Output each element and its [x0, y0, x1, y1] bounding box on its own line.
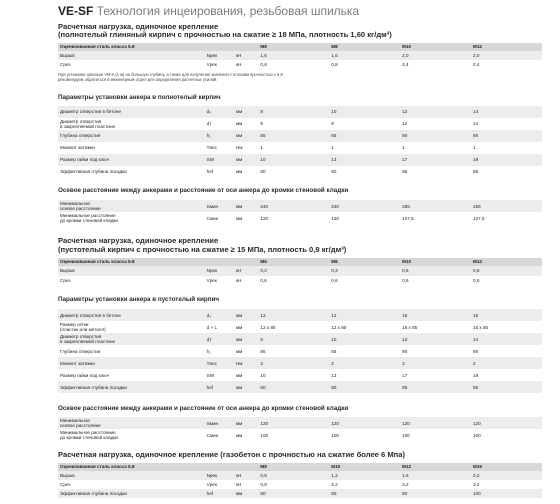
table-cell: 127,5 [402, 215, 414, 221]
data-table [58, 258, 542, 286]
row-symbol: d × L [206, 324, 218, 330]
row-unit: мм [235, 121, 243, 127]
row-unit: кН [234, 471, 258, 480]
table-cell: 120 [260, 215, 269, 221]
brand-title: VE-SF [58, 4, 94, 18]
row-unit: кН [234, 51, 258, 60]
table-cell: 9 [331, 121, 334, 127]
row-symbol: h₁ [206, 348, 211, 354]
table-cell: 240 [329, 200, 400, 212]
table-cell: 255 [400, 200, 471, 212]
table-cell: 100 [331, 432, 339, 438]
row-symbol: Vрек [206, 481, 217, 487]
table-row [58, 309, 542, 321]
table-cell: 14 [473, 121, 479, 127]
table-cell: 80 [260, 169, 266, 175]
table-header-cell [205, 463, 234, 471]
table-cell: 10 [329, 106, 400, 118]
table-row [58, 51, 542, 60]
table-cell: 120 [400, 417, 471, 429]
table-cell: 0,6 [260, 278, 267, 284]
row-label: Диаметр отверстия в закрепляемой пластине [60, 118, 116, 130]
table-header-cell: M8 [258, 463, 329, 471]
table-row [58, 276, 542, 286]
table-cell: 255 [471, 200, 542, 212]
row-label: Глубина отверстия [58, 130, 205, 142]
row-unit: мм [234, 333, 258, 345]
row-unit: мм [234, 417, 258, 429]
table-cell: 2 [329, 357, 400, 369]
row-label: Момент затяжки [58, 357, 205, 369]
table-cell: 0,6 [473, 278, 480, 284]
table-row [58, 130, 542, 142]
document-header [58, 4, 542, 18]
table-cell: 120 [258, 417, 329, 429]
row-unit: кН [235, 481, 242, 487]
table-header-cell: M12 [400, 463, 471, 471]
data-table [58, 43, 542, 69]
table-cell: 1,2 [329, 471, 400, 480]
section-4 [58, 237, 542, 286]
table-header-cell: M12 [471, 258, 542, 266]
table-cell: 2 [258, 357, 329, 369]
table-cell: 85 [329, 130, 400, 142]
table-cell: 2,4 [402, 61, 409, 67]
table-header-cell: M8 [329, 258, 400, 266]
section-title: Расчетная нагрузка, одиночное крепление (полнотелый глиняный кирпич с прочностью на сжатие ≥ 18 МПа, плотность 1,60 кг/дм³) [58, 22, 392, 40]
row-symbol: dƒ [205, 333, 234, 345]
table-cell: 9 [260, 121, 263, 127]
row-label: Диаметр отверстия в бетоне [58, 106, 205, 118]
table-header-cell: M8 [258, 43, 329, 51]
table-cell: 2 [400, 357, 471, 369]
row-unit: мм [234, 309, 258, 321]
table-cell: 2,0 [400, 51, 471, 60]
row-unit: кН [235, 278, 242, 284]
table-cell: 0,3 [329, 266, 400, 276]
table-row [58, 345, 542, 357]
section-6 [58, 405, 542, 441]
header-subtitle: Технология инцеирования, резьбовая шпилька [96, 4, 360, 18]
row-label: Срез [60, 481, 71, 487]
table-row [58, 471, 542, 480]
row-unit: кН [234, 266, 258, 276]
table-row [58, 166, 542, 178]
row-symbol: hеf [206, 169, 214, 175]
row-unit: мм [234, 381, 258, 393]
table-cell: 1 [260, 145, 263, 151]
table-row [58, 489, 542, 498]
table-cell: 1,6 [400, 471, 471, 480]
table-cell: 120 [471, 417, 542, 429]
row-label: Минимальное расстояние до кромки стеновой кладки [60, 212, 118, 224]
table-header-cell: M10 [400, 258, 471, 266]
row-symbol: hеf [205, 381, 234, 393]
data-table [58, 106, 542, 178]
row-unit: мм [234, 130, 258, 142]
row-label: Момент затяжки [60, 145, 95, 151]
table-cell: 90 [400, 130, 471, 142]
table-header-cell: M10 [329, 463, 400, 471]
row-unit: кН [235, 61, 242, 67]
table-cell: 2,2 [471, 471, 542, 480]
table-cell: 2,0 [471, 51, 542, 60]
table-row [58, 429, 542, 441]
row-symbol: h₁ [205, 130, 234, 142]
table-cell: 80 [258, 381, 329, 393]
table-cell: 10 [329, 333, 400, 345]
table-cell: 12 x 80 [260, 324, 276, 330]
table-cell: 85 [471, 381, 542, 393]
table-cell: 10 [260, 372, 266, 378]
table-cell: 16 x 85 [402, 324, 418, 330]
row-label: Эффективная глубина посадки [58, 381, 205, 393]
table-header-cell: M12 [471, 43, 542, 51]
section-1 [58, 23, 542, 82]
table-cell: 16 [471, 309, 542, 321]
table-cell: 14 [471, 106, 542, 118]
table-cell: 85 [260, 348, 266, 354]
table-cell: 0,8 [331, 61, 338, 67]
row-label: Вырыв [58, 51, 205, 60]
row-unit: мм [234, 200, 258, 212]
table-cell: 0,3 [258, 266, 329, 276]
row-label: Диаметр отверстия в бетоне [58, 309, 205, 321]
row-label: Вырыв [58, 471, 205, 480]
table-cell: 85 [331, 348, 337, 354]
table-cell: 85 [258, 130, 329, 142]
row-symbol: Cмин [206, 432, 219, 438]
section-5 [58, 296, 542, 393]
table-cell: 85 [402, 169, 408, 175]
row-label: Минимальное осевое расстояние [58, 200, 205, 212]
table-cell: 3,2 [402, 481, 409, 487]
table-cell: 100 [402, 432, 410, 438]
table-header-cell: M10 [400, 43, 471, 51]
row-label: Вырыв [58, 266, 205, 276]
row-unit: мм [235, 348, 243, 354]
row-symbol: Vрек [206, 61, 217, 67]
row-symbol: dƒ [206, 121, 212, 127]
table-cell: 1 [473, 145, 476, 151]
table-cell: 0,6 [471, 266, 542, 276]
table-cell: 127,5 [473, 215, 485, 221]
table-header-cell [205, 43, 234, 51]
table-cell: 90 [473, 348, 479, 354]
table-cell: 0,6 [402, 278, 409, 284]
table-cell: 240 [258, 200, 329, 212]
row-label: Размер гайки под ключ [58, 154, 205, 166]
row-symbol: Sмин [205, 417, 234, 429]
row-symbol: SW [205, 154, 234, 166]
section-7 [58, 451, 542, 497]
table-footnote: При установке шпильки VM-A (1 м) на большую глубину, а также для получения значения с плоским прочностью ≥ 5,8 рекомендуем обратиться в инженерный отдел для определения расчетных усилий. [58, 71, 283, 82]
row-symbol: Nрек [205, 471, 234, 480]
row-symbol: Tинс [205, 357, 234, 369]
table-cell: 12 [258, 309, 329, 321]
row-label: Срез [60, 61, 71, 67]
row-symbol: Vрек [206, 278, 217, 284]
table-cell: 17 [400, 154, 471, 166]
row-symbol: Sмин [205, 200, 234, 212]
table-row [58, 212, 542, 224]
data-table [58, 463, 542, 498]
table-cell: 0,6 [400, 266, 471, 276]
section-title: Расчетная нагрузка, одиночное крепление (газобетон с прочностью на сжатие более 6 Мпа) [58, 450, 406, 460]
table-row [58, 369, 542, 381]
row-unit: мм [235, 169, 243, 175]
table-cell: 1,6 [329, 51, 400, 60]
row-unit: мм [235, 432, 243, 438]
table-cell: 3,2 [331, 481, 338, 487]
table-cell: 19 [473, 372, 479, 378]
table-cell: 1,6 [258, 51, 329, 60]
section-title: Расчетная нагрузка, одиночное крепление (пустотелый кирпич с прочностью на сжатие ≥ 15 МПа, плотность 0,9 кг/дм³) [58, 236, 347, 254]
table-cell: 12 x 80 [331, 324, 347, 330]
table-row [58, 417, 542, 429]
row-unit: мм [234, 106, 258, 118]
table-cell: 16 [400, 309, 471, 321]
table-cell: 80 [329, 381, 400, 393]
table-row [58, 60, 542, 69]
row-unit: мм [234, 489, 258, 498]
section-title: Параметры установки анкера в пустотелый кирпич [58, 296, 220, 304]
table-cell: 8 [258, 106, 329, 118]
row-symbol: d₀ [205, 106, 234, 118]
table-cell: 1 [331, 145, 334, 151]
table-cell: 10 [258, 154, 329, 166]
table-cell: 0,9 [260, 481, 267, 487]
table-cell: 100 [471, 489, 542, 498]
row-label: Диаметр отверстия в закрепляемой пластине [58, 333, 205, 345]
table-cell: 85 [400, 381, 471, 393]
table-cell: 12 [329, 309, 400, 321]
row-label: Размер гайки под ключ [60, 372, 109, 378]
table-row [58, 142, 542, 154]
table-cell: 100 [260, 432, 269, 438]
table-row [58, 381, 542, 393]
table-header-cell [234, 463, 258, 471]
row-symbol: Cмин [206, 215, 219, 221]
table-row [58, 266, 542, 276]
row-symbol: SW [206, 372, 215, 378]
table-cell: 120 [331, 215, 339, 221]
table-cell: 12 [402, 121, 408, 127]
table-cell: 80 [329, 489, 400, 498]
table-cell: 80 [400, 489, 471, 498]
table-cell: 17 [402, 372, 408, 378]
row-symbol: d₀ [205, 309, 234, 321]
row-label: Срез [60, 278, 71, 284]
row-symbol: Nрек [205, 51, 234, 60]
row-unit: мм [235, 324, 243, 330]
table-row [58, 333, 542, 345]
row-label: Глубина отверстия [60, 348, 101, 354]
row-symbol: hеf [205, 489, 234, 498]
table-cell: 3,2 [473, 481, 480, 487]
table-header-cell: M8 [329, 43, 400, 51]
table-cell: 85 [473, 169, 479, 175]
table-header-cell: Оценизованная сталь класса 5.8 [58, 258, 205, 266]
table-cell: 90 [402, 348, 408, 354]
table-header-cell: Оценизованная сталь класса 5.8 [58, 463, 205, 471]
table-row [58, 154, 542, 166]
table-cell: 8 [258, 333, 329, 345]
table-cell: 90 [471, 130, 542, 142]
row-symbol: Nрек [205, 266, 234, 276]
row-symbol: Tинс [206, 145, 217, 151]
table-cell: 19 [471, 154, 542, 166]
data-table [58, 200, 542, 224]
table-cell: 2,4 [473, 61, 480, 67]
table-cell: 13 [329, 154, 400, 166]
table-cell: 12 [400, 106, 471, 118]
table-cell: 100 [473, 432, 481, 438]
row-label: Размер сетки (пластик или металл) [60, 321, 106, 333]
table-cell: 80 [258, 489, 329, 498]
table-cell: 0,8 [258, 471, 329, 480]
table-cell: 13 [331, 372, 337, 378]
row-unit: мм [235, 215, 243, 221]
row-label: Минимальное расстояние до кромки стеновой кладки [60, 430, 118, 441]
section-title: Параметры установки анкера в полнотелый кирпич [58, 93, 221, 101]
section-title: Осевое расстояние между анкерами и расстояние от оси анкера до кромки стеновой кладки [58, 187, 349, 195]
table-cell: 0,8 [260, 61, 267, 67]
table-header-cell [234, 43, 258, 51]
data-table [58, 417, 542, 441]
table-header-row [58, 43, 542, 51]
section-3 [58, 187, 542, 224]
table-row [58, 118, 542, 130]
row-unit: Нм [235, 145, 243, 151]
table-cell: 14 [471, 333, 542, 345]
table-cell: 80 [331, 169, 337, 175]
row-unit: Нм [234, 357, 258, 369]
table-header-cell [205, 258, 234, 266]
table-row [58, 480, 542, 489]
row-label: Минимальное осевое расстояние [58, 417, 205, 429]
row-label: Эффективная глубина посадки [58, 489, 205, 498]
table-row [58, 357, 542, 369]
table-cell: 16 x 85 [473, 324, 489, 330]
table-cell: 2 [471, 357, 542, 369]
data-table [58, 309, 542, 393]
table-header-row [58, 258, 542, 266]
table-cell: 1 [402, 145, 405, 151]
table-cell: 120 [329, 417, 400, 429]
table-row [58, 321, 542, 333]
section-2 [58, 94, 542, 178]
table-row [58, 106, 542, 118]
table-cell: 12 [400, 333, 471, 345]
section-title: Осевое расстояние между анкерами и расстояние от оси анкера до кромки стеновой кладки [58, 405, 349, 413]
table-header-cell: M6 [258, 258, 329, 266]
table-header-row [58, 463, 542, 471]
table-header-cell: Оценизованная сталь класса 5.8 [58, 43, 205, 51]
row-label: Эффективная глубина посадки [60, 169, 127, 175]
row-unit: мм [235, 372, 243, 378]
table-cell: 0,6 [331, 278, 338, 284]
table-header-cell [234, 258, 258, 266]
document-content [58, 23, 542, 498]
table-row [58, 200, 542, 212]
row-unit: мм [234, 154, 258, 166]
table-header-cell: M16 [471, 463, 542, 471]
